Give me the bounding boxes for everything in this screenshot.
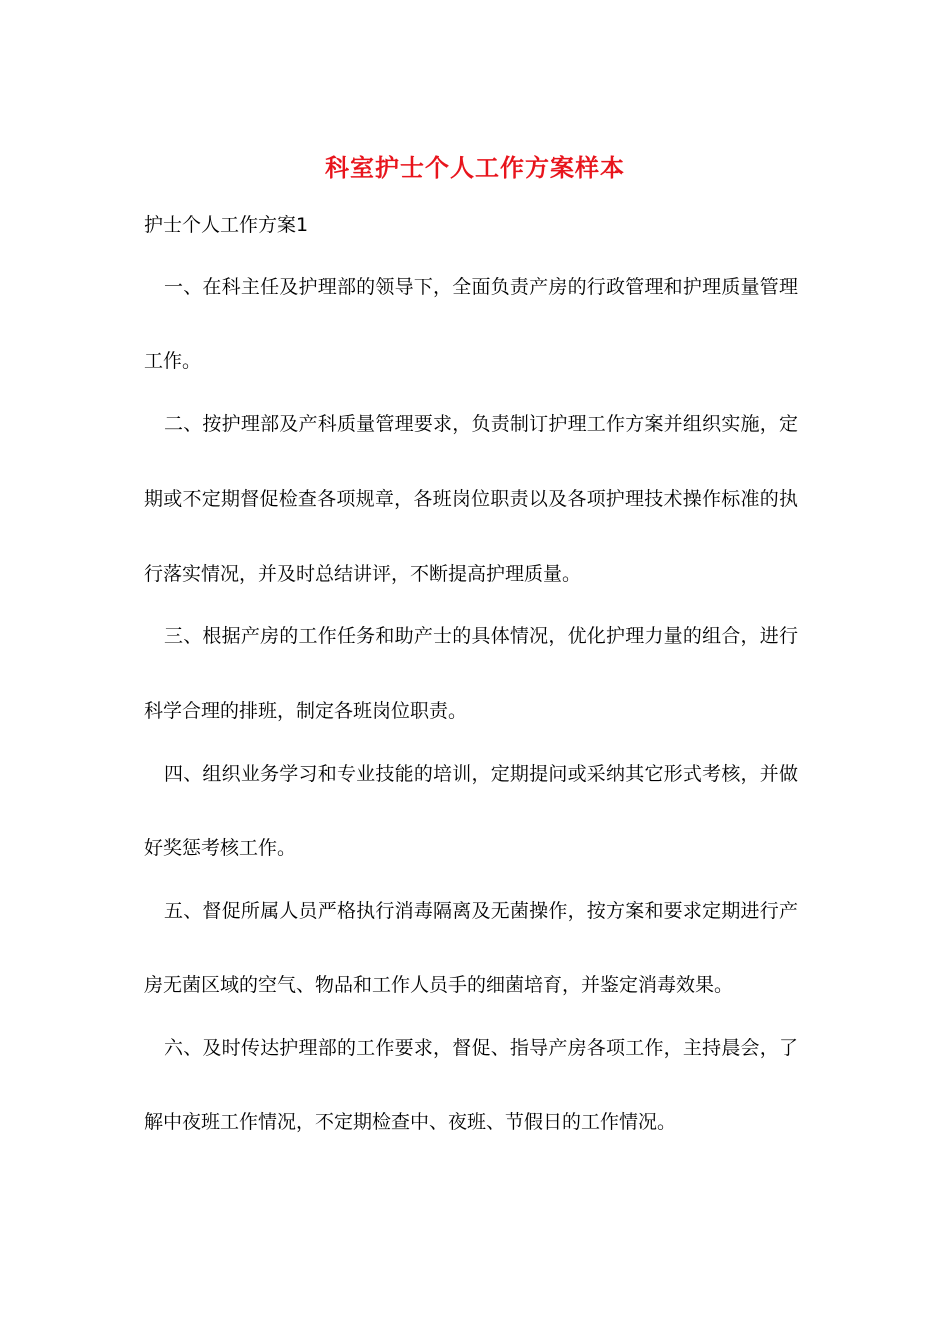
paragraph-5-line-1: 五、督促所属人员严格执行消毒隔离及无菌操作，按方案和要求定期进行产 [164,900,798,922]
paragraph-1-line-1: 一、在科主任及护理部的领导下，全面负责产房的行政管理和护理质量管理 [164,276,798,298]
paragraph-4-line-2: 好奖惩考核工作。 [144,837,297,859]
paragraph-2-line-1: 二、按护理部及产科质量管理要求，负责制订护理工作方案并组织实施，定 [164,413,798,435]
paragraph-2-line-3: 行落实情况，并及时总结讲评，不断提高护理质量。 [144,563,582,585]
paragraph-2-line-2: 期或不定期督促检查各项规章，各班岗位职责以及各项护理技术操作标准的执 [144,488,798,510]
document-title: 科室护士个人工作方案样本 [325,153,625,182]
section-heading: 护士个人工作方案1 [144,214,309,236]
paragraph-3-line-2: 科学合理的排班，制定各班岗位职责。 [144,700,468,722]
paragraph-6-line-2: 解中夜班工作情况，不定期检查中、夜班、节假日的工作情况。 [144,1111,677,1133]
paragraph-1-line-2: 工作。 [144,350,202,372]
paragraph-4-line-1: 四、组织业务学习和专业技能的培训，定期提问或采纳其它形式考核，并做 [164,763,798,785]
paragraph-5-line-2: 房无菌区域的空气、物品和工作人员手的细菌培育，并鉴定消毒效果。 [144,974,734,996]
paragraph-3-line-1: 三、根据产房的工作任务和助产士的具体情况，优化护理力量的组合，进行 [164,625,798,647]
paragraph-6-line-1: 六、及时传达护理部的工作要求，督促、指导产房各项工作，主持晨会，了 [164,1037,798,1059]
